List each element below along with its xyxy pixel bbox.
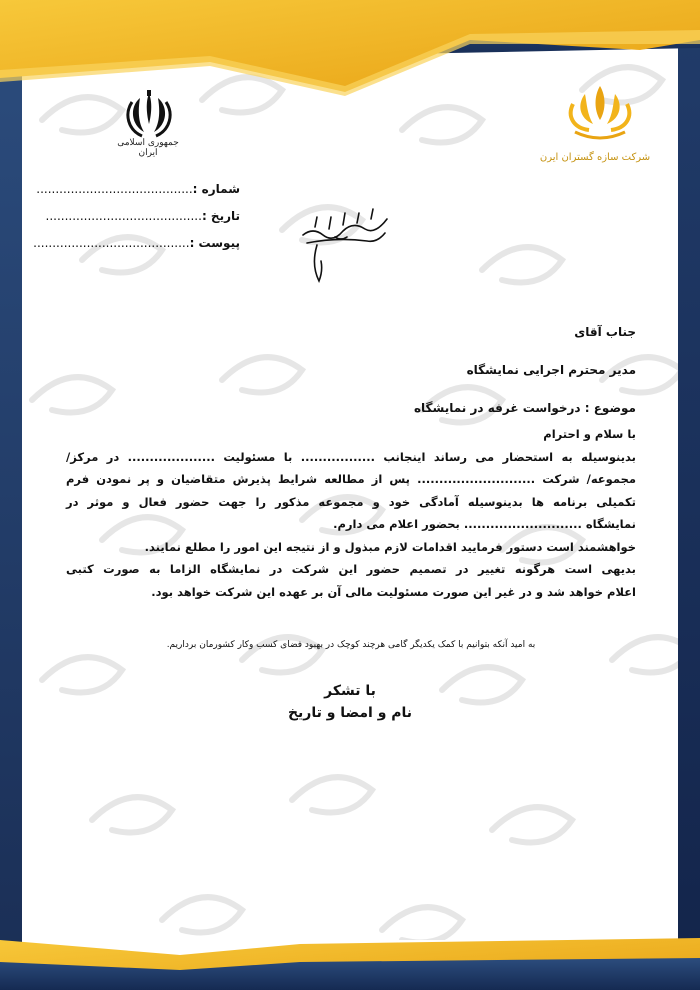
date-label: تاریخ :	[201, 209, 240, 223]
signature-line: نام و امضا و تاریخ	[287, 705, 413, 721]
attachment-field[interactable]	[33, 230, 240, 257]
recipient: جناب آقای	[574, 325, 636, 339]
recipient-title: مدیر محترم اجرایی نمایشگاه	[466, 363, 636, 377]
bismillah-calligraphy-icon	[295, 205, 395, 285]
para1-line: مجموعه/ شرکت ........................... پس از مطالعه شرایط پذیرش متقاضیان و پر نمودن فرم	[66, 472, 636, 486]
date-field[interactable]	[45, 203, 240, 230]
request-paragraph: خواهشمند است دستور فرمایید اقدامات لازم مبذول و از نتیجه این امور را مطلع نمایند.	[144, 539, 636, 554]
para1-line: تکمیلی برنامه ها بدینوسیله آمادگی خود و مجموعه مذکور را جهت حضور فعال و موثر در	[66, 494, 636, 509]
attachment-label: پیوست :	[189, 236, 240, 250]
letter-body	[66, 423, 636, 603]
company-flame-logo-icon	[555, 82, 645, 142]
subject-line: موضوع : درخواست غرفه در نمایشگاه	[413, 401, 636, 415]
para3-line: اعلام خواهد شد و در غیر این صورت مسئولیت مالی آن بر عهده این شرکت خواهد بود.	[151, 584, 636, 599]
hope-line: به امید آنکه بتوانیم با کمک یکدیگر گامی هرچند کوچک در بهبود فضای کسب وکار کشورمان برداریم.	[166, 640, 536, 650]
emblem-caption: جمهوری اسلامی ایران	[117, 138, 179, 158]
para3-line: بدیهی است هرگونه تغییر در تصمیم حضور این شرکت در نمایشگاه الزاما به صورت کتبی	[66, 562, 636, 576]
date-dots: .........................................	[45, 209, 202, 223]
number-dots: .........................................	[36, 182, 193, 196]
para1-line: نمایشگاه ........................... بحضور اعلام می دارم.	[333, 517, 636, 531]
attachment-dots: .........................................	[33, 236, 190, 250]
number-label: شماره :	[192, 182, 240, 196]
header-gold-band	[0, 0, 700, 92]
salutation-block	[66, 316, 636, 424]
number-field[interactable]	[36, 176, 240, 203]
company-caption: شرکت سازه گستران ایرن	[539, 152, 651, 163]
greeting: با سلام و احترام	[543, 427, 636, 441]
reference-block	[33, 176, 240, 257]
closing-block	[200, 680, 500, 724]
thanks-line: با تشکر	[324, 683, 376, 699]
para1-line: بدینوسیله به استحضار می رساند اینجانب ................. با مسئولیت .................... در مرکز/	[66, 449, 636, 464]
